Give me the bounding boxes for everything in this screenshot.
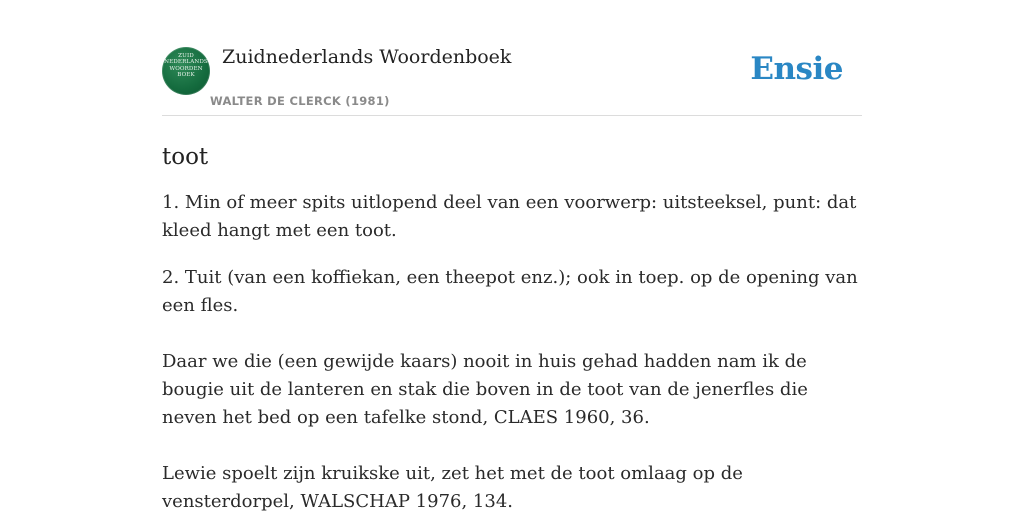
dictionary-logo[interactable] <box>162 47 210 95</box>
ensie-brand-link[interactable]: Ensie <box>750 51 843 87</box>
example-quote-1: Daar we die (een gewijde kaars) nooit in huis gehad hadden nam ik de bougie uit de lanteren en stak die boven in de toot van de jenerfles die neven het bed op een tafelke stond, CLAES 1960, 36. <box>162 351 808 428</box>
logo-text <box>162 53 210 79</box>
dictionary-title-link[interactable]: Zuidnederlands Woordenboek <box>222 46 512 68</box>
logo-line: BOEK <box>177 72 195 79</box>
definition-2: 2. Tuit (van een koffiekan, een theepot enz.); ook in toep. op de opening van een fles. <box>162 267 858 316</box>
logo-line: WOORDEN <box>169 65 203 72</box>
example-quote-2: Lewie spoelt zijn kruikske uit, zet het met de toot omlaag op de vensterdorpel, WALSCHAP 1976, 134. <box>162 463 743 512</box>
header <box>162 0 862 116</box>
entry-content <box>162 189 862 512</box>
headword: toot <box>162 144 209 170</box>
dictionary-author: WALTER DE CLERCK (1981) <box>210 94 390 108</box>
page <box>162 0 862 512</box>
definition-1: 1. Min of meer spits uitlopend deel van een voorwerp: uitsteeksel, punt: dat kleed hangt met een toot. <box>162 192 857 241</box>
logo-line: ZUID <box>178 53 194 59</box>
logo-line: NEDERLANDS <box>164 59 208 66</box>
